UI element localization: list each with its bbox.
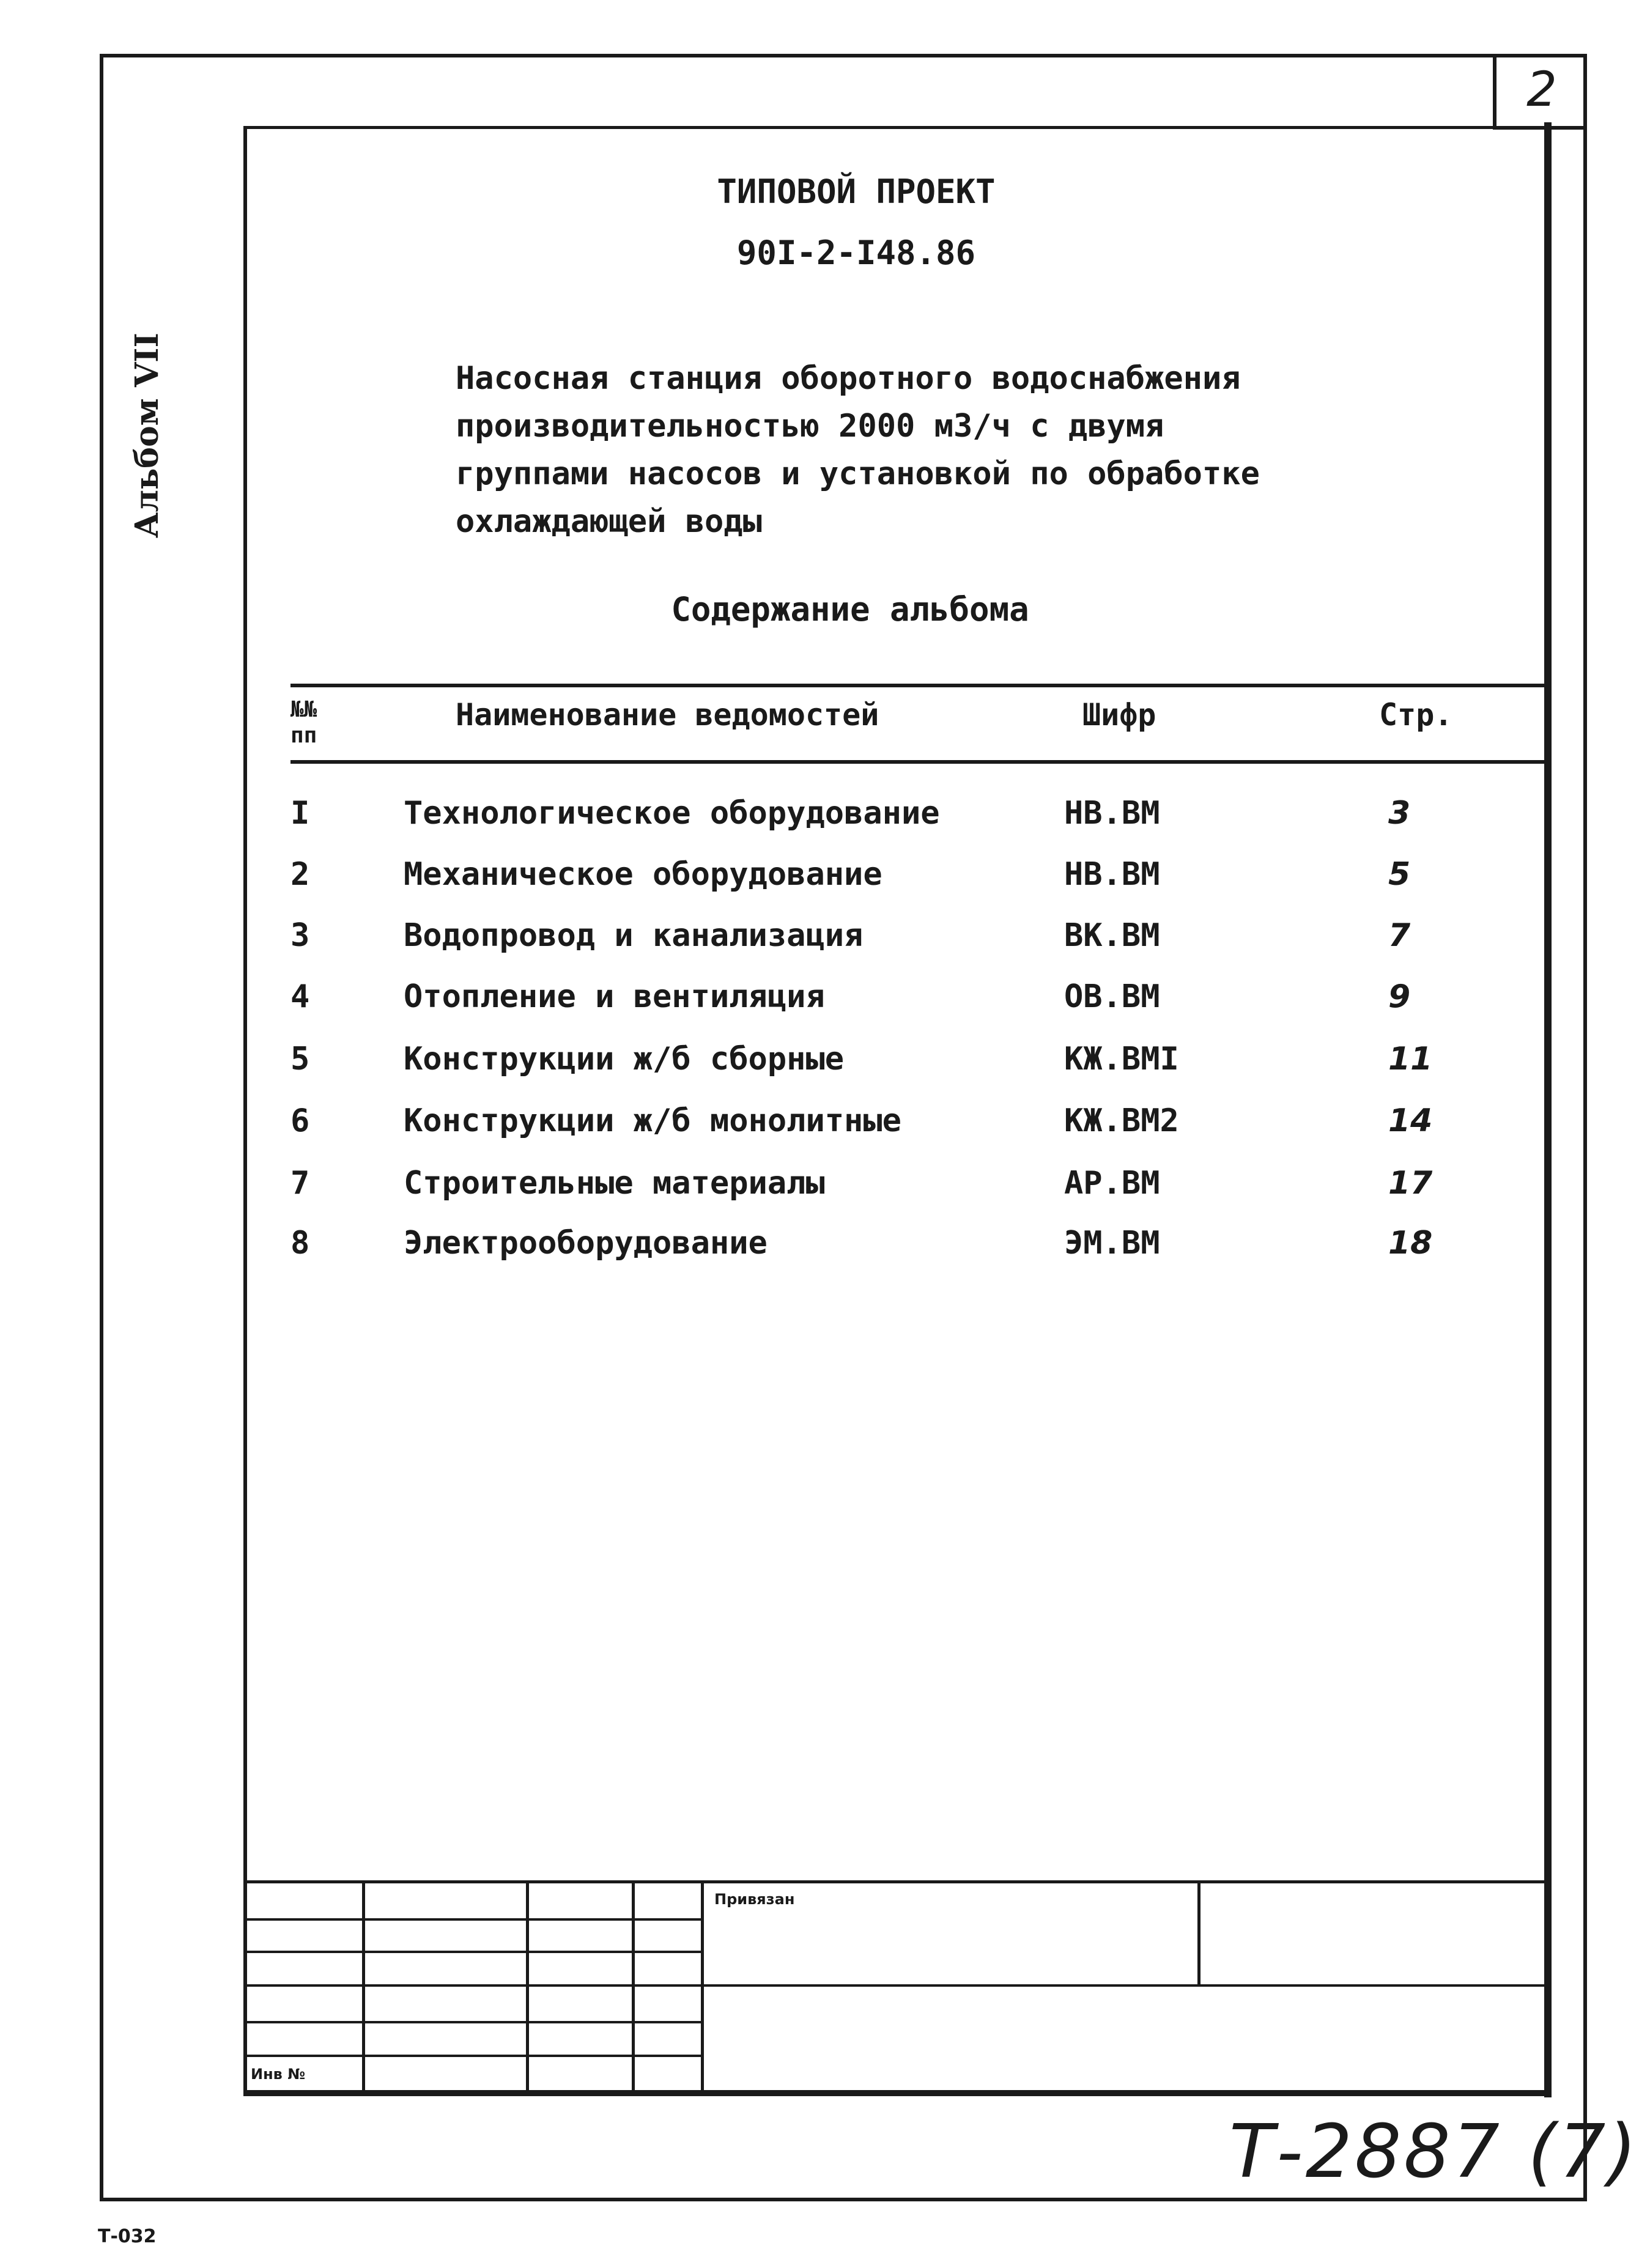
row-page: 9 xyxy=(1388,978,1411,1015)
inner-frame-right xyxy=(1544,122,1552,2097)
row-code: ЭМ.ВМ xyxy=(1064,1225,1160,1261)
album-label: Альбом VII xyxy=(128,333,166,538)
table-row xyxy=(290,978,1514,1040)
project-type-title: ТИПОВОЙ ПРОЕКТ xyxy=(717,172,996,211)
header-name: Наименование ведомостей xyxy=(456,697,879,733)
header-page: Стр. xyxy=(1379,697,1453,733)
row-name: Технологическое оборудование xyxy=(404,795,940,832)
row-code: НВ.ВМ xyxy=(1064,795,1160,832)
row-name: Конструкции ж/б монолитные xyxy=(404,1103,901,1139)
row-code: АР.ВМ xyxy=(1064,1165,1160,1202)
row-name: Механическое оборудование xyxy=(404,856,882,893)
page-number: 2 xyxy=(1526,62,1557,117)
table-row xyxy=(290,1165,1514,1226)
row-page: 17 xyxy=(1388,1165,1433,1202)
row-page: 3 xyxy=(1388,795,1411,832)
stamp-inv-number: Инв № xyxy=(251,2066,306,2083)
row-num: 3 xyxy=(290,917,310,954)
table-row xyxy=(290,1041,1514,1102)
inner-frame-top xyxy=(243,126,1544,129)
row-name: Строительные материалы xyxy=(404,1165,825,1202)
row-name: Конструкции ж/б сборные xyxy=(404,1041,845,1077)
row-num: 4 xyxy=(290,978,310,1015)
table-row xyxy=(290,795,1514,856)
row-page: 18 xyxy=(1388,1225,1433,1261)
row-page: 14 xyxy=(1388,1103,1433,1139)
row-name: Электрооборудование xyxy=(404,1225,768,1261)
header-num: №№ пп xyxy=(290,697,317,748)
row-num: 8 xyxy=(290,1225,310,1261)
table-header-rule xyxy=(290,760,1547,764)
row-code: ОВ.ВМ xyxy=(1064,978,1160,1015)
row-name: Водопровод и канализация xyxy=(404,917,864,954)
row-code: НВ.ВМ xyxy=(1064,856,1160,893)
header-code: Шифр xyxy=(1082,697,1156,733)
row-code: КЖ.ВМI xyxy=(1064,1041,1179,1077)
corner-code: Т-032 xyxy=(98,2226,157,2247)
row-page: 11 xyxy=(1388,1041,1433,1077)
row-num: I xyxy=(290,795,310,832)
project-description: Насосная станция оборотного водоснабжения производительностью 2000 м3/ч с двумя группами насосов и установкой по обработке охлаждающей воды xyxy=(456,360,1260,540)
table-row xyxy=(290,856,1514,917)
project-number: 90I-2-I48.86 xyxy=(736,234,976,272)
row-num: 2 xyxy=(290,856,310,893)
row-code: КЖ.ВМ2 xyxy=(1064,1103,1179,1139)
handwritten-code: Т-2887 (7) xyxy=(1229,2110,1640,2195)
table-row xyxy=(290,1103,1514,1164)
table-row xyxy=(290,917,1514,978)
row-page: 7 xyxy=(1388,917,1411,954)
row-num: 6 xyxy=(290,1103,310,1139)
row-num: 5 xyxy=(290,1041,310,1077)
table-row xyxy=(290,1225,1514,1286)
row-code: ВК.ВМ xyxy=(1064,917,1160,954)
page-number-box xyxy=(1493,54,1587,130)
row-name: Отопление и вентиляция xyxy=(404,978,825,1015)
table-top-rule xyxy=(290,684,1547,687)
row-page: 5 xyxy=(1388,856,1411,893)
contents-title: Содержание альбома xyxy=(671,590,1029,629)
row-num: 7 xyxy=(290,1165,310,1202)
stamp-privyazan: Привязан xyxy=(714,1891,795,1908)
